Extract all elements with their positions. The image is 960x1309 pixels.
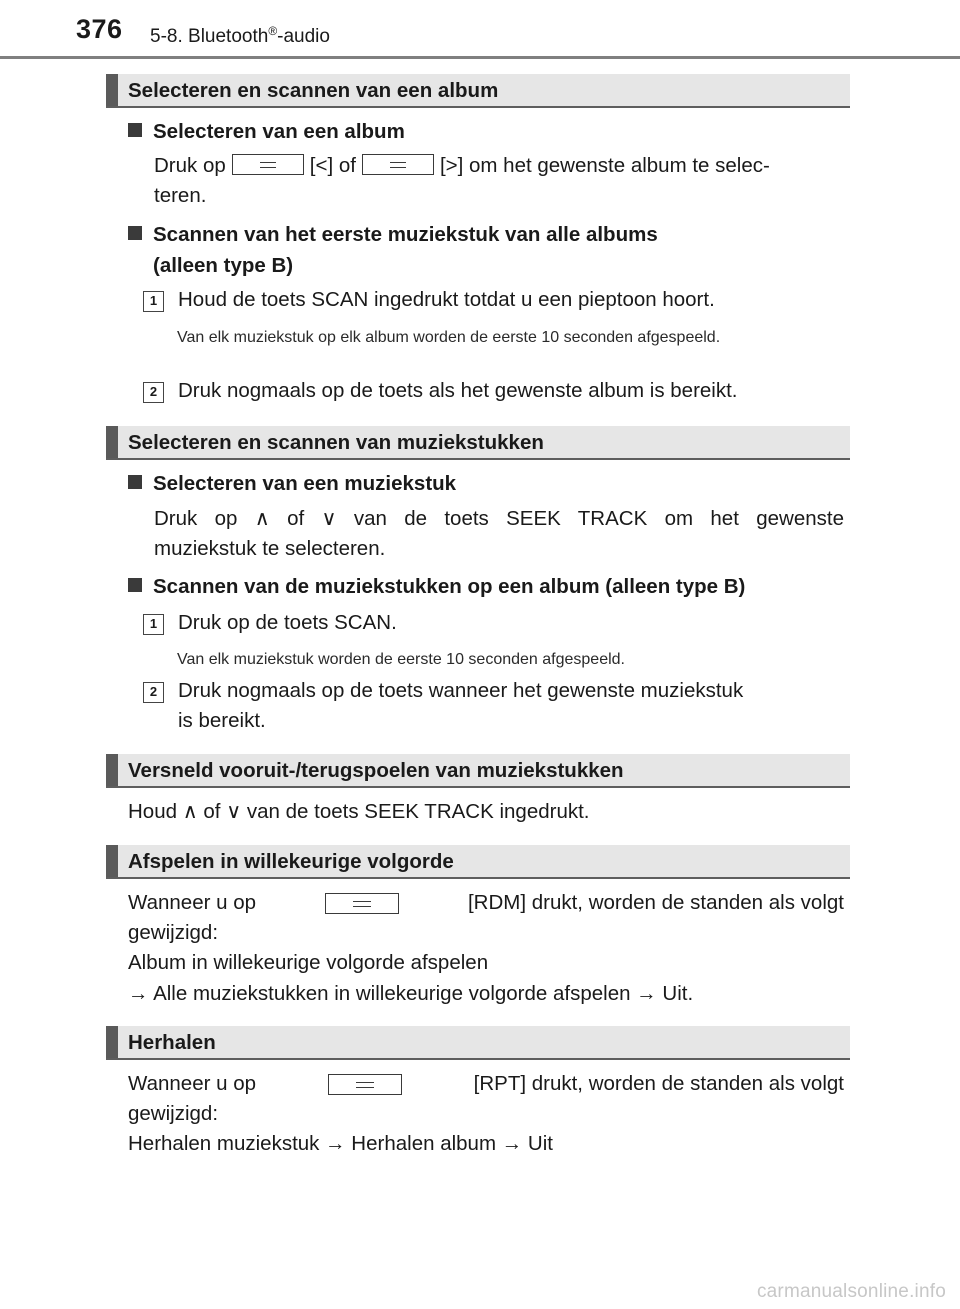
subheading-select-track — [128, 468, 456, 499]
paragraph-repeat-line1 — [128, 1069, 844, 1099]
section-bar-album — [106, 74, 850, 108]
paragraph-continuation: muziekstuk te selecteren. — [154, 537, 386, 560]
section-title: Afspelen in willekeurige volgorde — [128, 850, 454, 873]
page-number: 376 — [76, 14, 123, 44]
step-text: Druk op de toets SCAN. — [178, 611, 397, 634]
section-bar-tracks — [106, 426, 850, 460]
chapter-suffix: -audio — [277, 26, 330, 47]
bullet-square-icon — [128, 123, 142, 137]
random-button — [325, 893, 399, 914]
text: Wanneer u op — [128, 891, 257, 914]
text: [<] of — [309, 154, 356, 177]
bullet-square-icon — [128, 475, 142, 489]
chapter-title — [150, 24, 330, 48]
section-bar-fastforward — [106, 754, 850, 788]
step-text: Druk nogmaals op de toets wanneer het gewenste muziekstuk — [178, 679, 744, 702]
section-title: Selecteren en scannen van muziekstukken — [128, 431, 544, 454]
paragraph-select-album — [154, 151, 844, 181]
paragraph-continuation: teren. — [154, 184, 207, 207]
paragraph-fastforward: Houd ∧ of ∨ van de toets SEEK TRACK ingedrukt. — [128, 800, 590, 823]
section-bar-random — [106, 845, 850, 879]
step-text-cont: is bereikt. — [178, 709, 266, 732]
subheading-select-album — [128, 116, 405, 147]
text: [RDM] drukt, worden de standen als volgt — [467, 891, 844, 914]
paragraph-repeat-line3: Herhalen muziekstuk → Herhalen album → Uit — [128, 1132, 553, 1155]
paragraph-random-line4: → Alle muziekstukken in willekeurige volgorde afspelen → Uit. — [128, 982, 694, 1005]
step-text: Houd de toets SCAN ingedrukt totdat u een pieptoon hoort. — [178, 288, 715, 311]
chapter-prefix: 5-8. Bluetooth — [150, 26, 269, 47]
paragraph-select-track: Druk op ∧ of ∨ van de toets SEEK TRACK om het gewenste — [154, 507, 844, 530]
subheading-scan-albums — [128, 219, 658, 281]
section-title: Versneld vooruit-/terugspoelen van muziekstukken — [128, 759, 624, 782]
watermark: carmanualsonline.info — [756, 1281, 946, 1302]
bullet-square-icon — [128, 578, 142, 592]
folder-down-button — [232, 154, 304, 175]
step-number: 2 — [143, 682, 164, 703]
subheading-text: Scannen van het eerste muziekstuk van alle albums — [153, 223, 658, 246]
header-rule — [0, 56, 960, 59]
section-marker — [106, 426, 118, 458]
step-number: 2 — [143, 382, 164, 403]
subheading-text: Selecteren van een muziekstuk — [153, 472, 457, 495]
paragraph-repeat-line2: gewijzigd: — [128, 1102, 219, 1125]
step-number: 1 — [143, 291, 164, 312]
subheading-text-cont: (alleen type B) — [153, 254, 294, 277]
section-marker — [106, 74, 118, 106]
text: [>] om het gewenste album te selec- — [439, 154, 770, 177]
section-marker — [106, 845, 118, 877]
repeat-button — [328, 1074, 402, 1095]
section-title: Herhalen — [128, 1031, 216, 1054]
paragraph-random-line2: gewijzigd: — [128, 921, 219, 944]
text: Druk op — [154, 154, 226, 177]
section-marker — [106, 1026, 118, 1058]
text: Wanneer u op — [128, 1072, 257, 1095]
subheading-text: Selecteren van een album — [153, 120, 405, 143]
folder-up-button — [362, 154, 434, 175]
registered-mark: ® — [268, 24, 278, 38]
subheading-scan-tracks — [128, 571, 745, 602]
step-note: Van elk muziekstuk op elk album worden de eerste 10 seconden afgespeeld. — [177, 329, 721, 346]
paragraph-random-line1 — [128, 888, 844, 918]
section-bar-repeat — [106, 1026, 850, 1060]
step-number: 1 — [143, 614, 164, 635]
paragraph-random-line3: Album in willekeurige volgorde afspelen — [128, 951, 489, 974]
text: [RPT] drukt, worden de standen als volgt — [473, 1072, 844, 1095]
step-note: Van elk muziekstuk worden de eerste 10 seconden afgespeeld. — [177, 651, 625, 668]
step-text: Druk nogmaals op de toets als het gewenste album is bereikt. — [178, 379, 738, 402]
section-title: Selecteren en scannen van een album — [128, 79, 499, 102]
subheading-text: Scannen van de muziekstukken op een album (alleen type B) — [153, 575, 746, 598]
bullet-square-icon — [128, 226, 142, 240]
section-marker — [106, 754, 118, 786]
